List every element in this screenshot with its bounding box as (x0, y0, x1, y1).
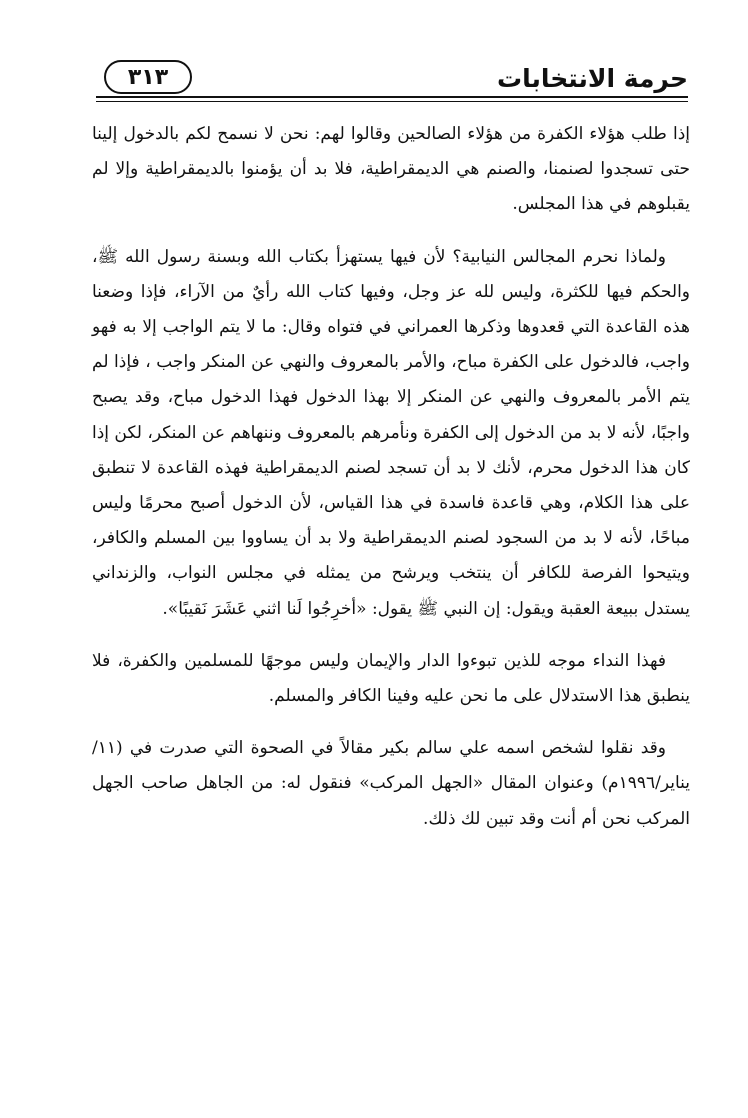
page-number-frame (104, 60, 192, 94)
body-text (92, 117, 690, 837)
header-rule-thin (96, 101, 688, 102)
page-header (96, 60, 688, 104)
page-number: ٣١٣ (127, 64, 169, 90)
paragraph-3: فهذا النداء موجه للذين تبوءوا الدار والإيمان وليس موجهًا للمسلمين والكفرة، فلا ينطبق هذا الاستدلال على ما نحن عليه وفينا الكافر والمسلم. (92, 650, 690, 707)
paragraph-4: وقد نقلوا لشخص اسمه علي سالم بكير مقالاً في الصحوة التي صدرت في (١١/يناير/١٩٩٦م) وعنوان المقال «الجهل المركب» فنقول له: من الجاهل صاحب الجهل المركب نحن أم أنت وقد تبين لك ذلك. (92, 738, 690, 829)
paragraph-2: ولماذا نحرم المجالس النيابية؟ لأن فيها يستهزأ بكتاب الله وبسنة رسول الله ﷺ، والحكم فيها للكثرة، وليس لله عز وجل، وفيها كتاب الله رأيٌ من الآراء، فإذا وضعنا هذه القاعدة التي قعدوها وذكرها العمراني في فتواه وقال: ما لا يتم الواجب إلا به فهو واجب، فالدخول على الكفرة مباح، والأمر بالمعروف والنهي عن المنكر واجب ، فإذا لم يتم الأمر بالمعروف والنهي عن المنكر إلا بهذا الدخول فهذا الدخول مباح، وقد يصبح واجبًا، لأنه لا بد من الدخول إلى الكفرة ونأمرهم بالمعروف وننهاهم عن المنكر، لكن إذا كان هذا الدخول محرم، لأنك لا بد أن تسجد لصنم الديمقراطية فهذه القاعدة لا تنطبق على هذا الكلام، وهي قاعدة فاسدة في هذا القياس، لأن الدخول أصبح محرمًا وليس مباحًا، لأنه لا بد من السجود لصنم الديمقراطية ولا بد أن يساووا بين المسلم والكافر، ويتيحوا الفرصة للكافر أن ينتخب ويرشح من يمثله في مجلس النواب، والزنداني يستدل ببيعة العقبة ويقول: إن النبي ﷺ يقول: «أخرِجُوا لَنا اثني عَشَرَ نَقيبًا». (92, 246, 690, 619)
running-title: حرمة الانتخابات (497, 64, 688, 93)
header-rule (96, 96, 688, 98)
paragraph-1: إذا طلب هؤلاء الكفرة من هؤلاء الصالحين وقالوا لهم: نحن لا نسمح لكم بالدخول إلينا حتى تسجدوا لصنمنا، والصنم هي الديمقراطية، فلا بد أن يؤمنوا بالديمقراطية وإلا لم يقبلوهم في هذا المجلس. (92, 124, 690, 215)
